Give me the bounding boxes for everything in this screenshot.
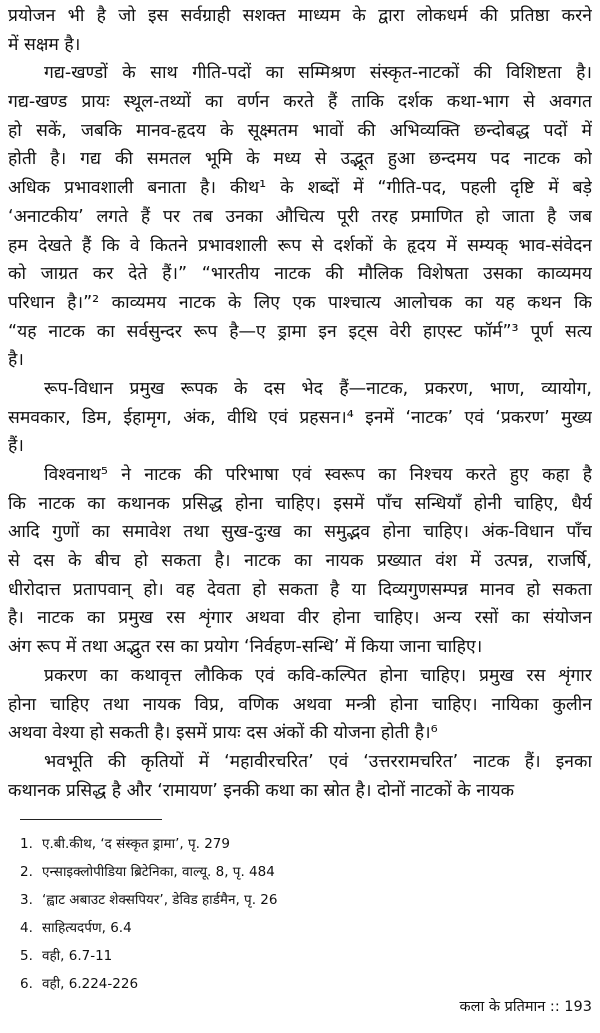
footnote — [20, 830, 277, 858]
text-line: होती है। गद्य की समतल भूमि के मध्य से उद्भूत हुआ छन्दमय पद नाटक को — [8, 149, 592, 170]
text-line: कथानक प्रसिद्ध है और ‘रामायण’ इनकी कथा का स्रोत है। दोनों नाटकों के नायक — [8, 780, 515, 801]
page-footer: कला के प्रतिमान :: 193 — [459, 999, 592, 1015]
footnote-number: 1. — [20, 836, 33, 852]
text-line: होना चाहिए तथा नायक विप्र, वणिक अथवा मन्त्री होना चाहिए। नायिका कुलीन — [8, 694, 592, 715]
text-line: कि नाटक का कथानक प्रसिद्ध होना चाहिए। इसमें पाँच सन्धियाँ होनी चाहिए, धैर्य — [8, 493, 592, 514]
footnote — [20, 970, 277, 998]
text-line: में सक्षम है। — [8, 34, 81, 55]
footnote-number: 5. — [20, 948, 33, 964]
text-line: हैं। — [8, 436, 24, 457]
text-line: ‘अनाटकीय’ लगते हैं पर तब उनका औचित्य पूरी तरह प्रमाणित हो जाता है जब — [8, 206, 592, 227]
text-line: प्रयोजन भी है जो इस सर्वग्राही सशक्त माध्यम के द्वारा लोकधर्म की प्रतिष्ठा करने — [8, 6, 592, 26]
footnote-divider — [20, 819, 162, 820]
text-line: अधिक प्रभावशाली बनाता है। कीथ¹ के शब्दों में “गीति-पद, पहली दृष्टि में बड़े — [8, 178, 592, 199]
text-line: विश्वनाथ⁵ ने नाटक की परिभाषा एवं स्वरूप का निश्चय करते हुए कहा है — [44, 465, 592, 485]
footnote — [20, 858, 277, 886]
footnote — [20, 942, 277, 970]
text-line: हम देखते हैं कि वे कितने प्रभावशाली रूप से दर्शकों के हृदय में सम्यक् भाव-संवेदन — [8, 235, 592, 256]
footnote-text: वही, 6.7-11 — [42, 948, 113, 964]
text-line: है। — [8, 350, 24, 371]
text-line: अथवा वेश्या हो सकती है। इसमें प्रायः दस अंकों की योजना होती है।⁶ — [8, 723, 438, 744]
body-text — [8, 2, 592, 805]
text-line: से दस के बीच हो सकता है। नाटक का नायक प्रख्यात वंश में उत्पन्न, राजर्षि, — [8, 551, 592, 572]
text-line: समवकार, डिम, ईहामृग, अंक, वीथि एवं प्रहसन।⁴ इनमें ‘नाटक’ एवं ‘प्रकरण’ मुख्य — [8, 407, 592, 428]
footnote-text: ‘ह्वाट अबाउट शेक्सपियर’, डेविड हार्डमैन, पृ. 26 — [42, 892, 278, 908]
text-line: धीरोदात्त प्रतापवान् हो। वह देवता हो सकता है या दिव्यगुणसम्पन्न मानव हो सकता — [8, 579, 592, 600]
text-line: गद्य-खण्ड प्रायः स्थूल-तथ्यों का वर्णन करते हैं ताकि दर्शक कथा-भाग से अवगत — [8, 92, 592, 113]
text-line: गद्य-खण्डों के साथ गीति-पदों का सम्मिश्रण संस्कृत-नाटकों की विशिष्टता है। — [44, 63, 592, 84]
text-line: अंग रूप में तथा अद्भुत रस का प्रयोग ‘निर्वहण-सन्धि’ में किया जाना चाहिए। — [8, 637, 483, 658]
text-line: है। नाटक का प्रमुख रस शृंगार अथवा वीर होना चाहिए। अन्य रसों का संयोजन — [8, 608, 592, 629]
footnote-text: ए.बी.कीथ, ‘द संस्कृत ड्रामा’, पृ. 279 — [42, 836, 230, 852]
footnote-number: 4. — [20, 920, 33, 936]
text-line: को जाग्रत कर देते हैं।” “भारतीय नाटक की मौलिक विशेषता उसका काव्यमय — [8, 264, 592, 285]
footnote-number: 6. — [20, 976, 33, 992]
footnote-text: साहित्यदर्पण, 6.4 — [42, 920, 132, 936]
footnote — [20, 886, 277, 914]
text-line: आदि गुणों का समावेश तथा सुख-दुःख का समुद्भव होना चाहिए। अंक-विधान पाँच — [8, 522, 592, 543]
text-line: “यह नाटक का सर्वसुन्दर रूप है—ए ड्रामा इन इट्स वेरी हाएस्ट फॉर्म”³ पूर्ण सत्य — [8, 321, 592, 342]
footnote-number: 2. — [20, 864, 33, 880]
text-line: परिधान है।”² काव्यमय नाटक के लिए एक पाश्चात्य आलोचक का यह कथन कि — [8, 292, 592, 313]
text-line: रूप-विधान प्रमुख रूपक के दस भेद हैं—नाटक, प्रकरण, भाण, व्यायोग, — [44, 378, 592, 399]
footnote-text: एन्साइक्लोपीडिया ब्रिटेनिका, वाल्यू. 8, पृ. 484 — [42, 864, 275, 880]
footnote-text: वही, 6.224-226 — [42, 976, 139, 992]
text-line: प्रकरण का कथावृत्त लौकिक एवं कवि-कल्पित होना चाहिए। प्रमुख रस शृंगार — [44, 665, 592, 686]
text-line: हो सकें, जबकि मानव-हृदय के सूक्ष्मतम भावों की अभिव्यक्ति छन्दोबद्ध पदों में — [8, 120, 592, 141]
footnote-number: 3. — [20, 892, 33, 908]
footnotes — [20, 830, 277, 998]
footnote — [20, 914, 277, 942]
text-line: भवभूति की कृतियों में ‘महावीरचरित’ एवं ‘उत्तररामचरित’ नाटक हैं। इनका — [44, 751, 592, 772]
